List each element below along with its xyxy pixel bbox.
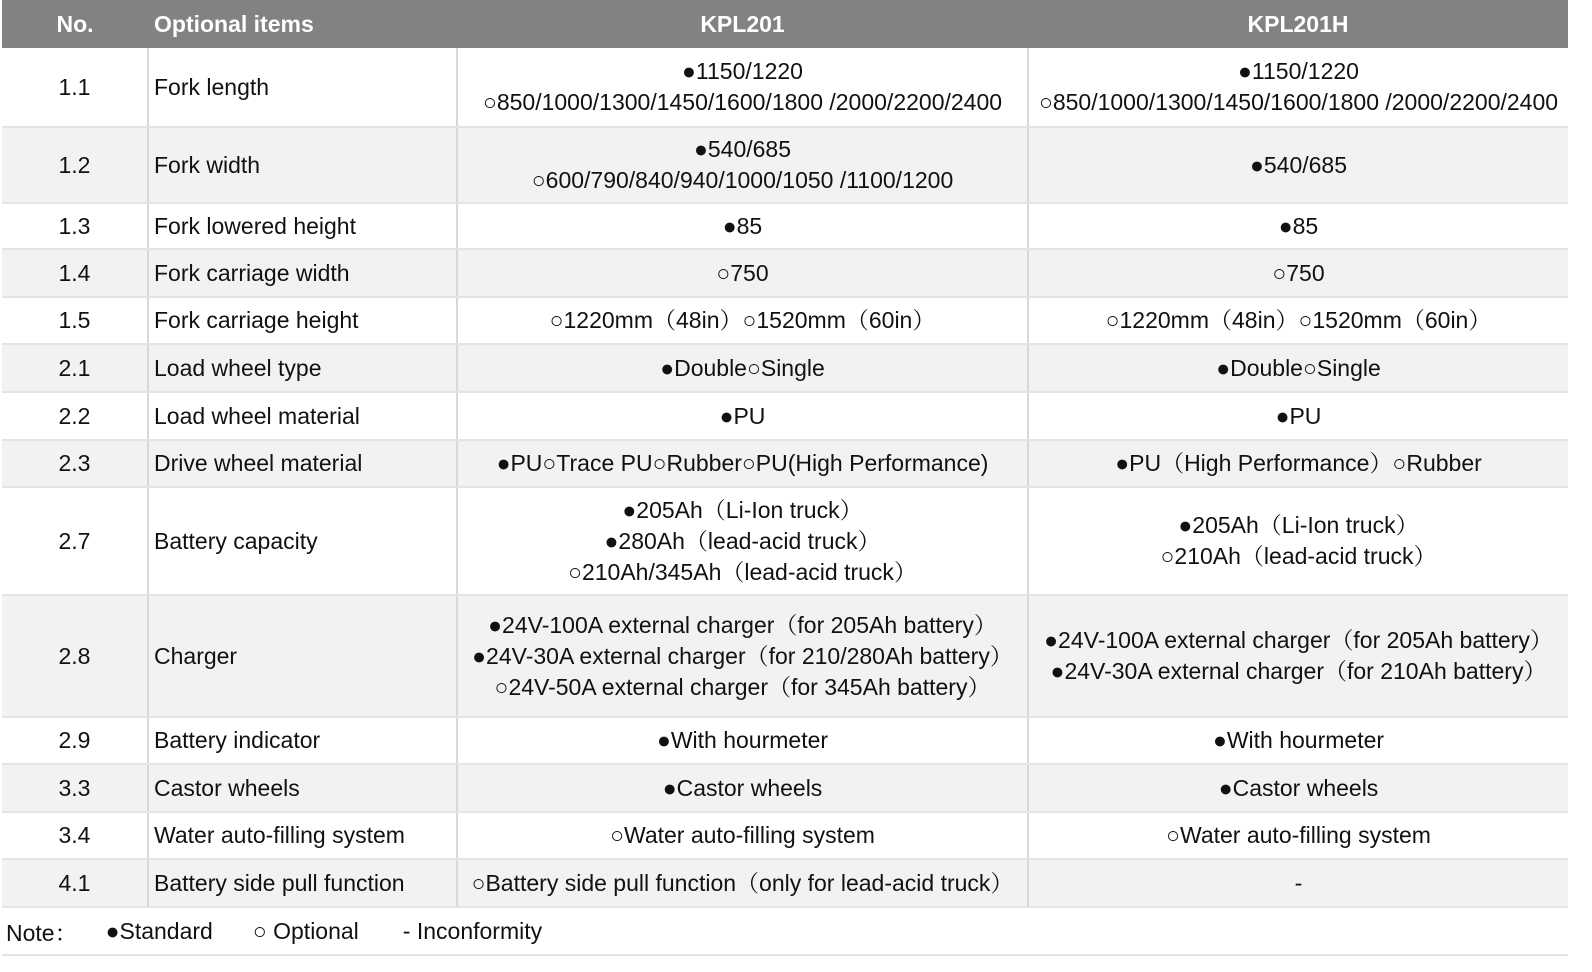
table-row [2,249,1568,297]
table-row [2,440,1568,487]
kpl201h-value-line: ●PU [1275,402,1322,429]
kpl201h-value-line: ○750 [1272,259,1325,286]
row-number: 1.3 [2,203,148,249]
kpl201h-value-cell [1028,344,1568,392]
kpl201h-value-cell [1028,297,1568,344]
row-number: 1.5 [2,297,148,344]
row-item-name: Fork length [148,48,457,127]
row-number: 2.9 [2,717,148,764]
kpl201-value-line: ●PU○Trace PU○Rubber○PU(High Performance) [496,450,989,476]
kpl201h-value-line: ●540/685 [1249,151,1348,178]
table-row [2,764,1568,812]
table-row [2,297,1568,344]
kpl201h-value-line: ○850/1000/1300/1450/1600/1800 /2000/2200/2400 [1038,89,1559,115]
kpl201h-value-line: ●85 [1278,212,1319,239]
kpl201-value-cell [457,440,1028,487]
row-item-name: Drive wheel material [148,440,457,487]
kpl201-value-line: ●205Ah（Li-Ion truck） [622,496,863,523]
kpl201h-value-line: - [1294,869,1303,896]
kpl201-value-line: ●540/685 [693,136,792,162]
note-optional: ○ Optional [252,917,359,944]
kpl201h-value-line: ●Double○Single [1216,354,1381,381]
table-row [2,859,1568,907]
kpl201h-value-cell [1028,859,1568,907]
kpl201-value-cell [457,392,1028,440]
kpl201-value-line: ●85 [722,212,763,239]
row-item-name: Battery indicator [148,717,457,764]
kpl201h-value-line: ●205Ah（Li-Ion truck） [1178,512,1419,538]
row-number: 1.2 [2,127,148,203]
table-row [2,487,1568,595]
row-number: 2.8 [2,595,148,717]
kpl201-value-line: ○Battery side pull function（only for lead-acid truck） [471,869,1014,896]
kpl201h-value-line: ●24V-100A external charger（for 205Ah battery） [1044,627,1553,653]
row-number: 2.1 [2,344,148,392]
header-row [2,0,1568,48]
kpl201h-value-line: ●Castor wheels [1218,774,1379,801]
kpl201h-value-line: ○210Ah（lead-acid truck） [1160,543,1437,569]
kpl201-value-line: ○850/1000/1300/1450/1600/1800 /2000/2200/2400 [482,89,1003,115]
kpl201-value-cell [457,859,1028,907]
table-header [2,0,1568,48]
table-row [2,48,1568,127]
table-row [2,127,1568,203]
table-body [2,48,1568,907]
header-model-kpl201h: KPL201H [1028,0,1568,48]
row-number: 3.3 [2,764,148,812]
kpl201-value-line: ●Double○Single [660,354,825,381]
header-no: No. [2,0,148,48]
kpl201h-value-line: ○1220mm（48in）○1520mm（60in） [1105,307,1492,333]
kpl201h-value-cell [1028,440,1568,487]
kpl201h-value-cell [1028,203,1568,249]
kpl201-value-cell [457,297,1028,344]
row-item-name: Water auto-filling system [148,812,457,859]
header-model-kpl201: KPL201 [457,0,1028,48]
row-item-name: Fork lowered height [148,203,457,249]
kpl201-value-line: ●1150/1220 [682,58,803,84]
kpl201h-value-line: ●24V-30A external charger（for 210Ah battery） [1050,658,1547,684]
kpl201h-value-cell [1028,764,1568,812]
table-row [2,203,1568,249]
kpl201h-value-cell [1028,812,1568,859]
row-number: 3.4 [2,812,148,859]
spec-table-container [2,0,1568,956]
row-item-name: Fork carriage height [148,297,457,344]
header-optional-items: Optional items [148,0,457,48]
row-item-name: Battery capacity [148,487,457,595]
kpl201h-value-line: ●With hourmeter [1212,727,1385,753]
row-number: 2.3 [2,440,148,487]
kpl201h-value-cell [1028,595,1568,717]
kpl201-value-line: ●With hourmeter [656,727,829,753]
row-item-name: Charger [148,595,457,717]
table-row [2,344,1568,392]
kpl201h-value-cell [1028,717,1568,764]
kpl201-value-line: ●280Ah（lead-acid truck） [604,527,881,554]
row-number: 4.1 [2,859,148,907]
kpl201-value-line: ○24V-50A external charger（for 345Ah battery） [494,673,991,700]
kpl201-value-cell [457,812,1028,859]
kpl201-value-cell [457,764,1028,812]
kpl201-value-cell [457,48,1028,127]
row-number: 2.2 [2,392,148,440]
table-row [2,392,1568,440]
kpl201-value-line: ○750 [716,259,769,286]
table-row [2,717,1568,764]
kpl201h-value-cell [1028,127,1568,203]
row-number: 1.4 [2,249,148,297]
kpl201-value-line: ●PU [719,402,766,429]
kpl201-value-line: ●24V-30A external charger（for 210/280Ah battery） [472,642,1013,669]
kpl201h-value-line: ●1150/1220 [1238,58,1359,84]
kpl201-value-cell [457,344,1028,392]
kpl201-value-line: ○210Ah/345Ah（lead-acid truck） [568,558,917,585]
kpl201-value-line: ○Water auto-filling system [610,822,875,848]
row-number: 1.1 [2,48,148,127]
row-item-name: Castor wheels [148,764,457,812]
kpl201-value-line: ○600/790/840/940/1000/1050 /1100/1200 [531,167,954,193]
kpl201h-value-line: ○Water auto-filling system [1166,822,1431,848]
kpl201-value-cell [457,595,1028,717]
row-item-name: Load wheel type [148,344,457,392]
kpl201-value-cell [457,717,1028,764]
row-item-name: Fork width [148,127,457,203]
kpl201-value-line: ●24V-100A external charger（for 205Ah battery） [488,611,997,638]
kpl201h-value-cell [1028,249,1568,297]
row-number: 2.7 [2,487,148,595]
row-item-name: Load wheel material [148,392,457,440]
table-row [2,812,1568,859]
kpl201h-value-cell [1028,392,1568,440]
note-label: Note： [6,919,78,946]
kpl201-value-cell [457,127,1028,203]
kpl201h-value-cell [1028,48,1568,127]
legend-note [2,908,1568,956]
kpl201-value-cell [457,487,1028,595]
kpl201-value-line: ○1220mm（48in）○1520mm（60in） [549,307,936,333]
kpl201h-value-line: ●PU（High Performance）○Rubber [1115,450,1482,476]
kpl201h-value-cell [1028,487,1568,595]
kpl201-value-line: ●Castor wheels [662,774,823,801]
row-item-name: Fork carriage width [148,249,457,297]
table-row [2,595,1568,717]
note-standard: ●Standard [105,917,213,944]
optional-items-table [2,0,1568,908]
kpl201-value-cell [457,203,1028,249]
note-inconformity: - Inconformity [402,917,543,944]
row-item-name: Battery side pull function [148,859,457,907]
kpl201-value-cell [457,249,1028,297]
